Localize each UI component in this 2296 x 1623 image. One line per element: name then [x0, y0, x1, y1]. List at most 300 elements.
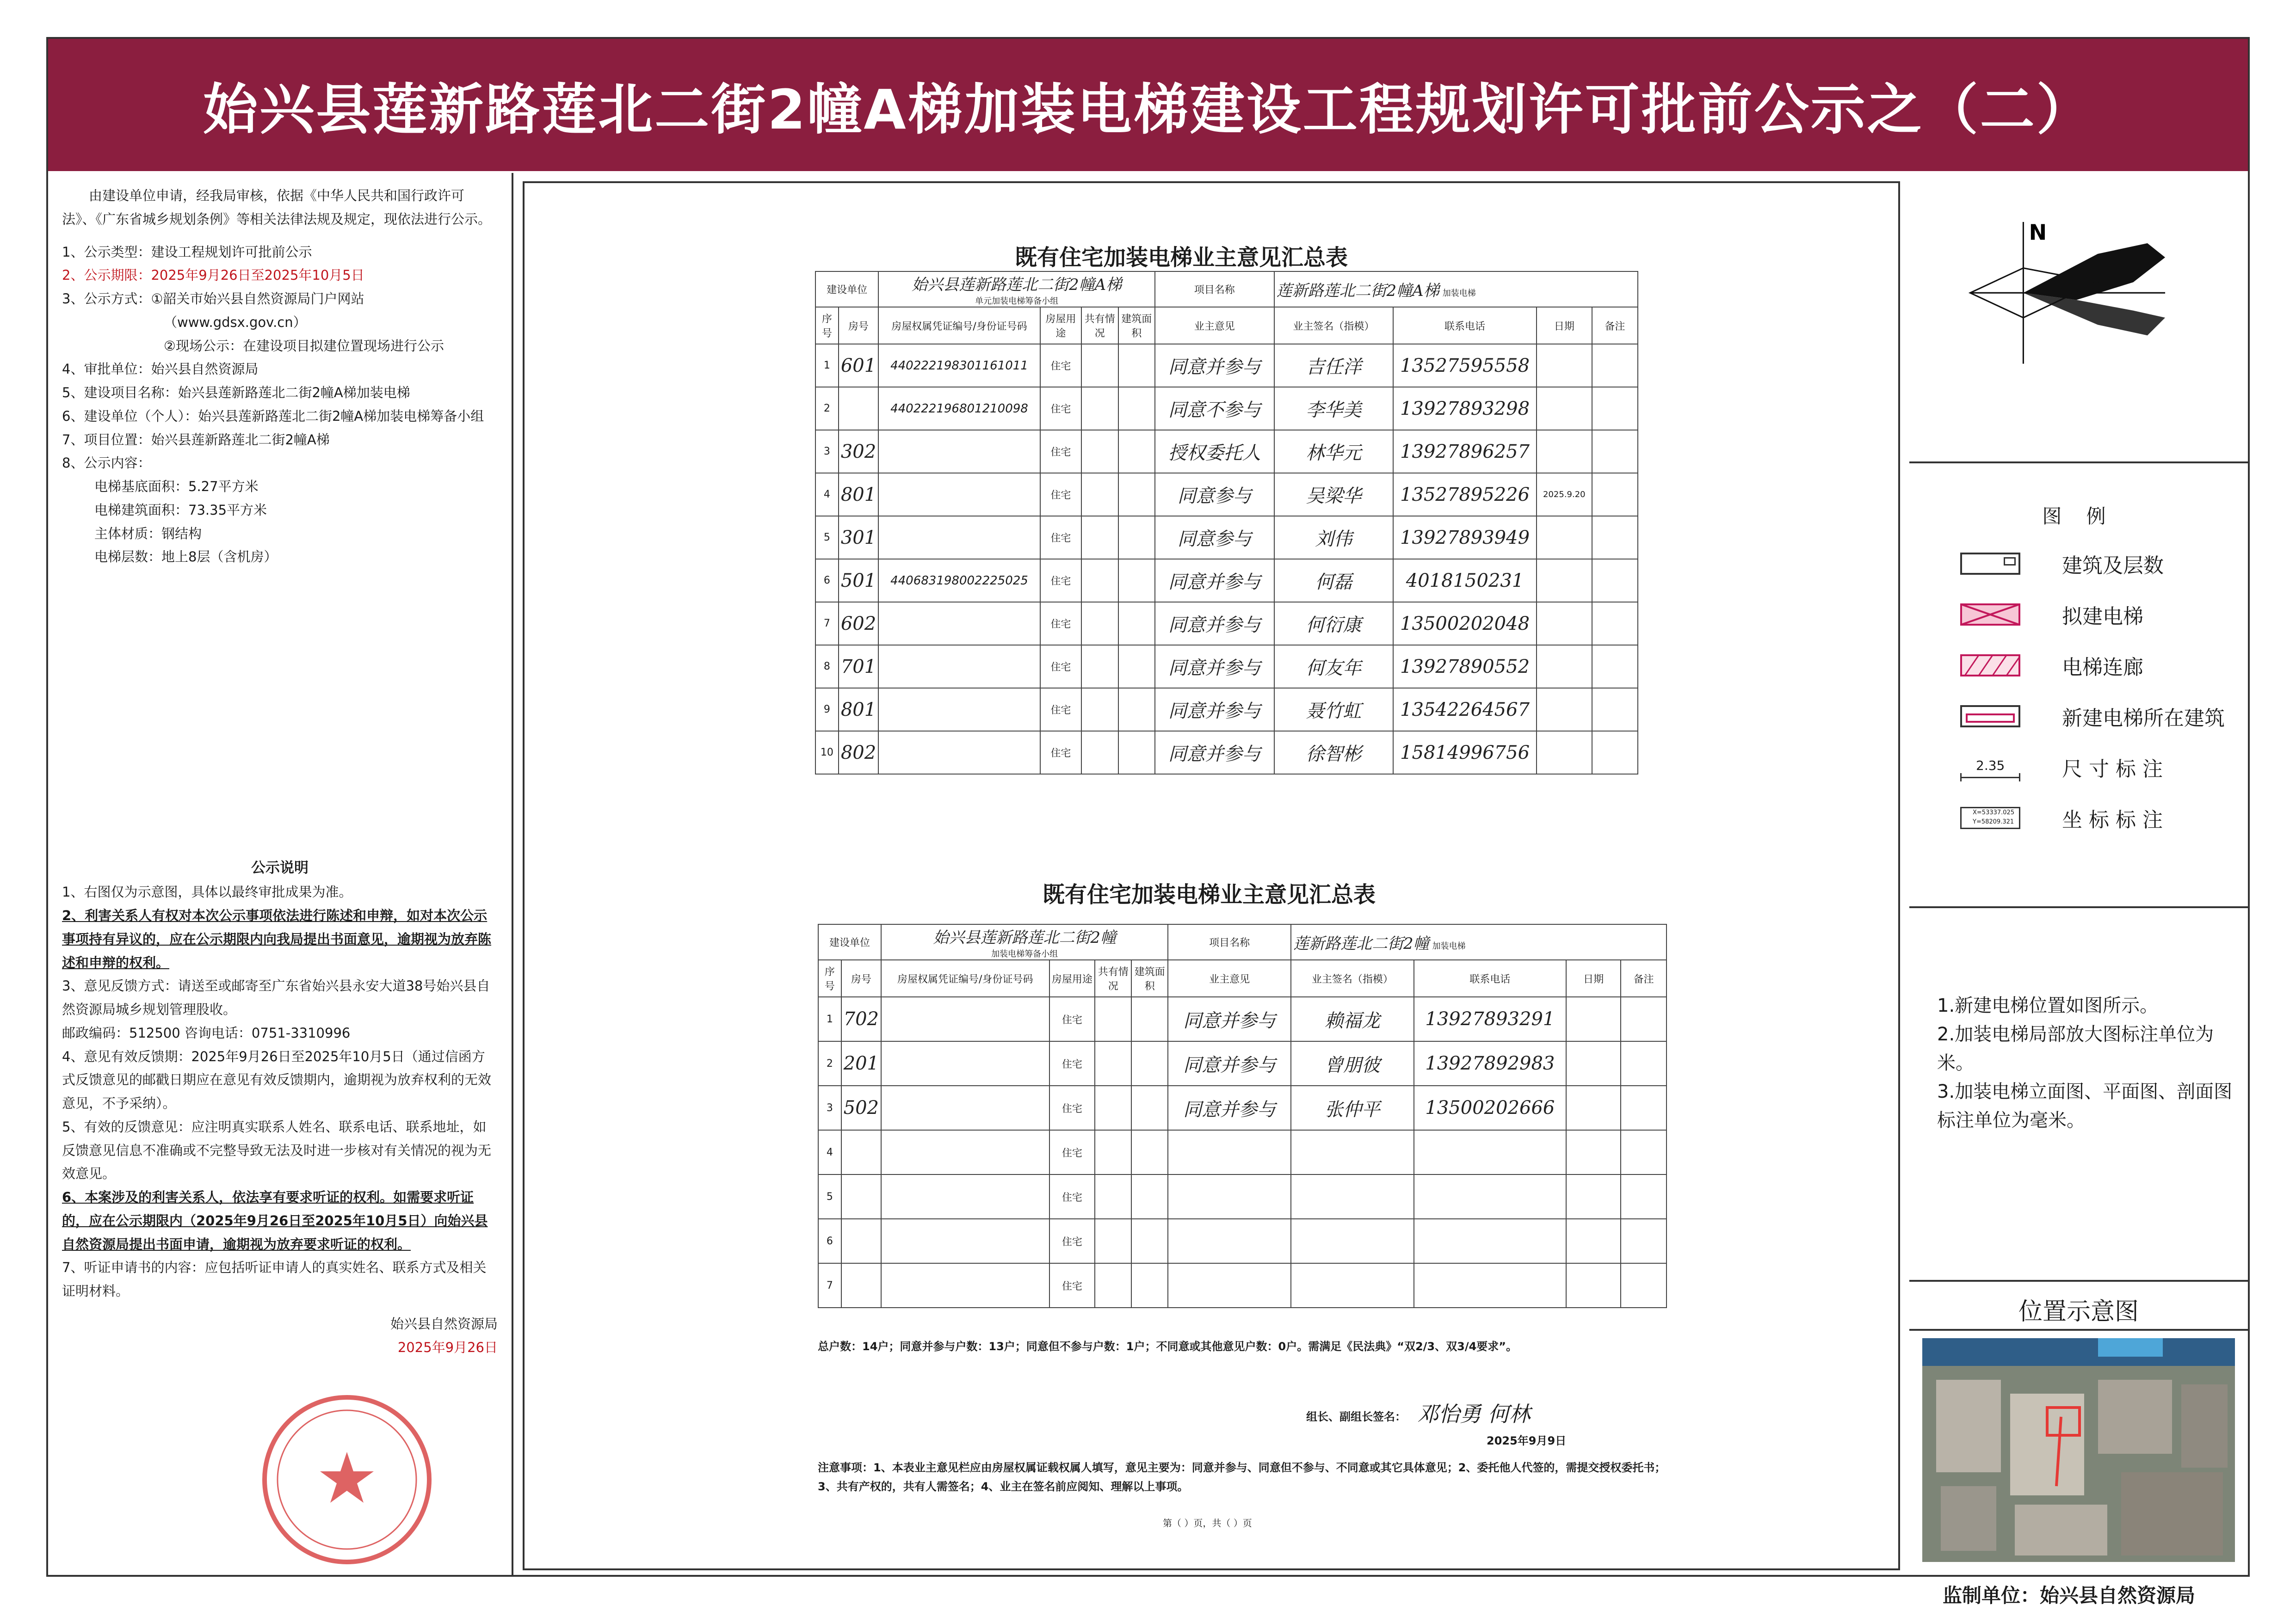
info-period: 2、公示期限：2025年9月26日至2025年10月5日 — [62, 267, 364, 283]
legend-coord-label: 坐 标 标 注 — [2062, 808, 2163, 832]
form1-row-no: 4 — [815, 473, 839, 516]
form2-builder-cell — [881, 924, 1168, 960]
form2-row-share — [1095, 1086, 1131, 1130]
form1-row-remark — [1592, 430, 1638, 473]
note-6: 6、本案涉及的利害关系人，依法享有要求听证的权利。如需要求听证的，应在公示期限内（2025年9月26日至2025年10月5日）向始兴县自然资源局提出书面申请，逾期视为放弃要求听证的权利。 — [62, 1189, 488, 1252]
drawing-note-3: 3.加装电梯立面图、平面图、剖面图标注单位为毫米。 — [1937, 1081, 2233, 1131]
form1-row-remark — [1592, 559, 1638, 602]
info-type: 1、公示类型：建设工程规划许可批前公示 — [62, 244, 312, 260]
form1-h-date: 日期 — [1537, 307, 1592, 344]
form2-row — [818, 1219, 1666, 1263]
form1-builder-label: 建设单位 — [815, 271, 878, 307]
form1-row-no: 9 — [815, 688, 839, 731]
coord-y: Y=58209.321 — [1973, 818, 2014, 825]
form2-row-remark — [1621, 1086, 1666, 1130]
form2-row-remark — [1621, 1174, 1666, 1219]
form2-row-sign: 赖福龙 — [1291, 997, 1414, 1041]
form2-page: 第（ ）页，共（ ）页 — [1163, 1518, 1252, 1529]
form2-row-sign — [1291, 1263, 1414, 1308]
form1-row-sign: 何磊 — [1274, 559, 1394, 602]
form1-row-room: 801 — [839, 473, 878, 516]
form1-row-no: 10 — [815, 731, 839, 774]
note-1: 1、右图仅为示意图，具体以最终审批成果为准。 — [62, 884, 352, 900]
form2-row-phone — [1414, 1219, 1566, 1263]
info-floor-area: 电梯建筑面积：73.35平方米 — [94, 502, 267, 518]
legend-dimension — [1960, 751, 2163, 783]
form2-h-cert: 房屋权属凭证编号/身份证号码 — [881, 960, 1049, 997]
form1-row-area — [1118, 731, 1155, 774]
form1-row-phone: 13500202048 — [1393, 602, 1537, 645]
form1-row-sign: 林华元 — [1274, 430, 1394, 473]
form1-row-use: 住宅 — [1040, 731, 1081, 774]
legend-corridor-label: 电梯连廊 — [2062, 656, 2143, 679]
form1-title: 既有住宅加装电梯业主意见汇总表 — [1015, 245, 1348, 270]
form1-row-phone: 4018150231 — [1393, 559, 1537, 602]
form1-row-sign: 刘伟 — [1274, 516, 1394, 559]
form1-row-use: 住宅 — [1040, 473, 1081, 516]
form1-row-cert — [878, 473, 1040, 516]
form1-row — [815, 731, 1638, 774]
form2-row-cert — [881, 1219, 1049, 1263]
form2-row-date — [1566, 1130, 1621, 1174]
form2-row-share — [1095, 1174, 1131, 1219]
dimension-value: 2.35 — [1976, 758, 2005, 773]
dimension-icon — [1960, 756, 2020, 778]
form1-row — [815, 430, 1638, 473]
form1-h-cert: 房屋权属凭证编号/身份证号码 — [878, 307, 1040, 344]
form1-row-use: 住宅 — [1040, 430, 1081, 473]
form1-h-phone: 联系电话 — [1393, 307, 1537, 344]
form2-row-no: 2 — [818, 1041, 841, 1086]
form2-h-remark: 备注 — [1621, 960, 1666, 997]
form2-note: 注意事项：1、本表业主意见栏应由房屋权属证载权属人填写，意见主要为：同意并参与、同意但不参与、不同意或其它具体意见；2、委托他人代签的，需提交授权委托书；3、共有产权的，共有人需签名；4、业主在签名前应阅知、理解以上事项。 — [818, 1461, 1666, 1493]
form1-row-no: 5 — [815, 516, 839, 559]
right-panel — [1909, 173, 2248, 1575]
form2-row-opinion — [1168, 1219, 1291, 1263]
form1-row-date — [1537, 387, 1592, 430]
form1-row-room — [839, 387, 878, 430]
location-title: 位置示意图 — [2018, 1298, 2139, 1326]
info-website: （www.gdsx.gov.cn） — [164, 314, 307, 330]
form1-row-area — [1118, 688, 1155, 731]
form1-h-sign: 业主签名（指模） — [1274, 307, 1394, 344]
note-3: 3、意见反馈方式：请送至或邮寄至广东省始兴县永安大道38号始兴县自然资源局城乡规划管理股收。 — [62, 978, 490, 1017]
legend-dimension-label: 尺 寸 标 注 — [2062, 757, 2163, 781]
form2-project-value: 莲新路莲北二街2幢 — [1293, 934, 1429, 953]
form1-row-phone: 13927893949 — [1393, 516, 1537, 559]
form1-row-no: 3 — [815, 430, 839, 473]
form1-row-use: 住宅 — [1040, 688, 1081, 731]
form2-row-use: 住宅 — [1049, 1263, 1095, 1308]
form2-row-date — [1566, 1086, 1621, 1130]
form2-row-opinion: 同意并参与 — [1168, 1086, 1291, 1130]
form1-row-sign: 吉任洋 — [1274, 344, 1394, 387]
legend-host-label: 新建电梯所在建筑 — [2062, 707, 2225, 730]
form1-row-area — [1118, 473, 1155, 516]
form1-project-cell — [1274, 271, 1638, 307]
drawing-notes — [1937, 991, 2238, 1135]
form2-row-area — [1131, 997, 1168, 1041]
form2-row-share — [1095, 1219, 1131, 1263]
note-2: 2、利害关系人有权对本次公示事项依法进行陈述和申辩，如对本次公示事项持有异议的，应在公示期限内向我局提出书面意见，逾期视为放弃陈述和申辩的权利。 — [62, 908, 492, 971]
form2-row-sign — [1291, 1219, 1414, 1263]
form2-row-sign: 曾朋彼 — [1291, 1041, 1414, 1086]
form2-row-opinion — [1168, 1174, 1291, 1219]
form1-row-remark — [1592, 602, 1638, 645]
form1-h-use: 房屋用途 — [1040, 307, 1081, 344]
form1-row-remark — [1592, 645, 1638, 688]
form2-sign-date: 2025年9月9日 — [1487, 1434, 1567, 1447]
note-postcode: 邮政编码：512500 咨询电话：0751-3310996 — [62, 1025, 351, 1041]
form1-row-opinion: 同意参与 — [1155, 516, 1274, 559]
form1-row-share — [1081, 516, 1118, 559]
form1-row-room: 602 — [839, 602, 878, 645]
form1-row — [815, 602, 1638, 645]
form2-project-label: 项目名称 — [1168, 924, 1291, 960]
form1-row-remark — [1592, 344, 1638, 387]
form2-row — [818, 1041, 1666, 1086]
form2-row-cert — [881, 1041, 1049, 1086]
form1-row-date — [1537, 602, 1592, 645]
form2-row-opinion — [1168, 1263, 1291, 1308]
form2-row-remark — [1621, 1263, 1666, 1308]
form1-row-date — [1537, 344, 1592, 387]
form1-h-area: 建筑面积 — [1118, 307, 1155, 344]
form1-row-use: 住宅 — [1040, 559, 1081, 602]
form2-row-cert — [881, 997, 1049, 1041]
form1-row-room: 801 — [839, 688, 878, 731]
form1-row-remark — [1592, 688, 1638, 731]
form1-row-date — [1537, 731, 1592, 774]
form1-project-label: 项目名称 — [1155, 271, 1274, 307]
form1-project-suffix: 加装电梯 — [1442, 289, 1476, 298]
form2-row-date — [1566, 1219, 1621, 1263]
form1-row-area — [1118, 344, 1155, 387]
form2-row-sign: 张仲平 — [1291, 1086, 1414, 1130]
form1-row-share — [1081, 473, 1118, 516]
form2-row-room — [841, 1219, 881, 1263]
form1-row — [815, 645, 1638, 688]
form1-row — [815, 344, 1638, 387]
north-label: N — [2029, 220, 2047, 245]
form1-row-cert — [878, 688, 1040, 731]
form1-row-date — [1537, 559, 1592, 602]
form1-row-share — [1081, 731, 1118, 774]
form2-row-no: 5 — [818, 1174, 841, 1219]
form1-row-share — [1081, 645, 1118, 688]
form1-builder-cell — [878, 271, 1155, 307]
north-arrow-icon — [1909, 201, 2248, 413]
form2-row-use: 住宅 — [1049, 997, 1095, 1041]
form1-row-sign: 何友年 — [1274, 645, 1394, 688]
form1-h-opinion: 业主意见 — [1155, 307, 1274, 344]
form1-row-opinion: 授权委托人 — [1155, 430, 1274, 473]
form1-row-share — [1081, 430, 1118, 473]
form2-row-cert — [881, 1174, 1049, 1219]
form1-row-cert — [878, 602, 1040, 645]
info-method: 3、公示方式：①韶关市始兴县自然资源局门户网站 — [62, 291, 364, 307]
form2-row-share — [1095, 1041, 1131, 1086]
form2-row-no: 6 — [818, 1219, 841, 1263]
form2-h-area: 建筑面积 — [1131, 960, 1168, 997]
form1-row-no: 6 — [815, 559, 839, 602]
form2-h-opinion: 业主意见 — [1168, 960, 1291, 997]
form1-row-phone: 13927893298 — [1393, 387, 1537, 430]
info-floors: 电梯层数：地上8层（含机房） — [94, 549, 278, 565]
form1-row — [815, 387, 1638, 430]
form1-row-sign: 李华美 — [1274, 387, 1394, 430]
form1-h-remark: 备注 — [1592, 307, 1638, 344]
form2-leader-label: 组长、副组长签名： — [1306, 1410, 1406, 1423]
form2-h-no: 序号 — [818, 960, 841, 997]
form2-row-area — [1131, 1174, 1168, 1219]
form1-row-room: 701 — [839, 645, 878, 688]
info-approver: 4、审批单位：始兴县自然资源局 — [62, 361, 259, 377]
form1-row-date — [1537, 516, 1592, 559]
form2-row-share — [1095, 1263, 1131, 1308]
form2-row — [818, 1174, 1666, 1219]
form1-row-share — [1081, 344, 1118, 387]
form2-row — [818, 1086, 1666, 1130]
form1-row-phone: 13542264567 — [1393, 688, 1537, 731]
form1-row-opinion: 同意不参与 — [1155, 387, 1274, 430]
building-icon — [1960, 553, 2020, 575]
form1-row-remark — [1592, 473, 1638, 516]
form2-project-suffix: 加装电梯 — [1432, 941, 1466, 951]
info-content: 8、公示内容： — [62, 455, 151, 471]
form1-row-room: 501 — [839, 559, 878, 602]
form1-row-sign: 聂竹虹 — [1274, 688, 1394, 731]
form2-row-cert — [881, 1086, 1049, 1130]
form2-row-date — [1566, 997, 1621, 1041]
coord-icon — [1960, 807, 2020, 829]
form2-h-sign: 业主签名（指模） — [1291, 960, 1414, 997]
form2-row-use: 住宅 — [1049, 1219, 1095, 1263]
form2-row-phone: 13927893291 — [1414, 997, 1566, 1041]
form1-row-share — [1081, 559, 1118, 602]
form1-row-no: 2 — [815, 387, 839, 430]
sign-date: 2025年9月26日 — [397, 1339, 498, 1355]
form1-row-use: 住宅 — [1040, 516, 1081, 559]
form1-row-share — [1081, 688, 1118, 731]
form2-row-phone: 13500202666 — [1414, 1086, 1566, 1130]
form2-row-no: 1 — [818, 997, 841, 1041]
form1-table — [815, 271, 1638, 775]
form1-row-room: 301 — [839, 516, 878, 559]
legend-host — [1960, 700, 2225, 732]
left-panel — [48, 173, 513, 1575]
info-material: 主体材质：钢结构 — [94, 525, 202, 541]
form2-row-opinion: 同意并参与 — [1168, 1041, 1291, 1086]
form1-row-phone: 13927890552 — [1393, 645, 1537, 688]
form1-row-opinion: 同意参与 — [1155, 473, 1274, 516]
form2-title: 既有住宅加装电梯业主意见汇总表 — [1043, 882, 1376, 908]
form2-builder-label: 建设单位 — [818, 924, 881, 960]
legend-title: 图 例 — [2042, 505, 2115, 528]
form1-row-phone: 13527595558 — [1393, 344, 1537, 387]
center-panel — [523, 181, 1900, 1570]
notice-title: 公示说明 — [251, 860, 309, 876]
info-base-area: 电梯基底面积：5.27平方米 — [94, 479, 259, 494]
form1-row — [815, 559, 1638, 602]
legend-building — [1960, 547, 2164, 580]
sign-org: 始兴县自然资源局 — [390, 1316, 498, 1332]
form1-row-opinion: 同意并参与 — [1155, 645, 1274, 688]
form1-header-row — [815, 307, 1638, 344]
coord-x: X=53337.025 — [1973, 809, 2015, 816]
supervise-unit: 监制单位：始兴县自然资源局 — [1943, 1584, 2196, 1607]
intro-text: 由建设单位申请，经我局审核，依据《中华人民共和国行政许可法》、《广东省城乡规划条例》等相关法律法规及规定，现依法进行公示。 — [62, 188, 492, 227]
form2-row-date — [1566, 1263, 1621, 1308]
form1-row — [815, 688, 1638, 731]
form2-row-cert — [881, 1263, 1049, 1308]
form1-row-cert: 440222198301161011 — [878, 344, 1040, 387]
form2-row — [818, 997, 1666, 1041]
form1-row-area — [1118, 602, 1155, 645]
form1-row-phone: 15814996756 — [1393, 731, 1537, 774]
form1-row-date — [1537, 430, 1592, 473]
form2-row-phone: 13927892983 — [1414, 1041, 1566, 1086]
legend-corridor — [1960, 649, 2143, 682]
form1-row-area — [1118, 645, 1155, 688]
form2-leader-sign: 邓怡勇 何林 — [1417, 1402, 1531, 1426]
form1-row-sign: 何衍康 — [1274, 602, 1394, 645]
form1-row-use: 住宅 — [1040, 645, 1081, 688]
form2-row-room: 201 — [841, 1041, 881, 1086]
form2-row-phone — [1414, 1263, 1566, 1308]
form2-row-use: 住宅 — [1049, 1041, 1095, 1086]
form1-row-remark — [1592, 516, 1638, 559]
aerial-photo — [1922, 1338, 2235, 1562]
form1-row-no: 8 — [815, 645, 839, 688]
form1-row-area — [1118, 387, 1155, 430]
form2-header-row — [818, 960, 1666, 997]
form1-row-cert — [878, 731, 1040, 774]
form2-row-room: 502 — [841, 1086, 881, 1130]
info-project-name: 5、建设项目名称：始兴县莲新路莲北二街2幢A梯加装电梯 — [62, 385, 410, 400]
elevator-icon — [1960, 603, 2020, 626]
form1-row-remark — [1592, 731, 1638, 774]
form1-row-share — [1081, 602, 1118, 645]
form1-row-phone: 13527895226 — [1393, 473, 1537, 516]
legend-elevator-label: 拟建电梯 — [2062, 605, 2143, 628]
form1-row-opinion: 同意并参与 — [1155, 688, 1274, 731]
form2-h-room: 房号 — [841, 960, 881, 997]
form1-row-area — [1118, 559, 1155, 602]
form2-row-area — [1131, 1041, 1168, 1086]
form2-row-share — [1095, 997, 1131, 1041]
form2-row-area — [1131, 1219, 1168, 1263]
drawing-note-1: 1.新建电梯位置如图所示。 — [1937, 995, 2159, 1016]
form1-row-share — [1081, 387, 1118, 430]
form2-h-use: 房屋用途 — [1049, 960, 1095, 997]
divider — [1909, 1280, 2248, 1282]
note-5: 5、有效的反馈意见：应注明真实联系人姓名、联系电话、联系地址，如反馈意见信息不准确或不完整导致无法及时进一步核对有关情况的视为无效意见。 — [62, 1119, 492, 1182]
form2-builder-sub: 加装电梯筹备小组 — [991, 949, 1058, 959]
form2-row-area — [1131, 1086, 1168, 1130]
form2-summary: 总户数：14户；同意并参与户数：13户；同意但不参与户数：1户；不同意或其他意见户数：0户。需满足《民法典》“双2/3、双3/4要求”。 — [818, 1340, 1518, 1353]
form1-row-date — [1537, 645, 1592, 688]
form2-row-use: 住宅 — [1049, 1174, 1095, 1219]
form2-row-sign — [1291, 1130, 1414, 1174]
form1-row-cert — [878, 430, 1040, 473]
form1-row-cert: 440683198002225025 — [878, 559, 1040, 602]
form2-row-date — [1566, 1174, 1621, 1219]
form2-row-use: 住宅 — [1049, 1130, 1095, 1174]
form1-h-share: 共有情况 — [1081, 307, 1118, 344]
form1-row-area — [1118, 430, 1155, 473]
legend-coord — [1960, 802, 2163, 834]
form1-builder-value: 始兴县莲新路莲北二街2幢A梯 — [911, 276, 1122, 294]
form1-row — [815, 473, 1638, 516]
form2-row — [818, 1263, 1666, 1308]
form1-row-no: 1 — [815, 344, 839, 387]
form2-h-date: 日期 — [1566, 960, 1621, 997]
form2-row-room — [841, 1130, 881, 1174]
form2-row — [818, 1130, 1666, 1174]
host-building-icon — [1960, 705, 2020, 727]
drawing-note-2: 2.加装电梯局部放大图标注单位为米。 — [1937, 1024, 2214, 1074]
form2-row-cert — [881, 1130, 1049, 1174]
form2-row-sign — [1291, 1174, 1414, 1219]
form1-row-date — [1537, 688, 1592, 731]
form1-row-room: 302 — [839, 430, 878, 473]
form2-table — [818, 924, 1667, 1308]
form2-row-room — [841, 1174, 881, 1219]
form2-row-remark — [1621, 1219, 1666, 1263]
note-4: 4、意见有效反馈期：2025年9月26日至2025年10月5日（通过信函方式反馈意见的邮戳日期应在意见有效反馈期内，逾期视为放弃权利的无效意见，不予采纳）。 — [62, 1048, 492, 1111]
form1-row-sign: 吴梁华 — [1274, 473, 1394, 516]
legend-building-label: 建筑及层数 — [2062, 554, 2164, 578]
form2-row-phone — [1414, 1130, 1566, 1174]
form1-row-phone: 13927896257 — [1393, 430, 1537, 473]
divider — [1909, 906, 2248, 908]
form2-project-cell — [1291, 924, 1666, 960]
form2-row-area — [1131, 1263, 1168, 1308]
form1-h-no: 序号 — [815, 307, 839, 344]
form1-builder-sub: 单元加装电梯筹备小组 — [975, 296, 1059, 306]
form2-row-area — [1131, 1130, 1168, 1174]
form1-row-cert: 440222196801210098 — [878, 387, 1040, 430]
page-title: 始兴县莲新路莲北二街2幢A梯加装电梯建设工程规划许可批前公示之（二） — [203, 78, 2093, 141]
form1-row-no: 7 — [815, 602, 839, 645]
form2-row-no: 3 — [818, 1086, 841, 1130]
form1-row-opinion: 同意并参与 — [1155, 602, 1274, 645]
form1-row — [815, 516, 1638, 559]
form2-builder-value: 始兴县莲新路莲北二街2幢 — [933, 928, 1116, 947]
form1-row-remark — [1592, 387, 1638, 430]
form2-row-date — [1566, 1041, 1621, 1086]
form1-row-use: 住宅 — [1040, 387, 1081, 430]
form1-row-use: 住宅 — [1040, 602, 1081, 645]
location-map — [1922, 1338, 2235, 1562]
legend-elevator — [1960, 598, 2143, 631]
form2-row-opinion: 同意并参与 — [1168, 997, 1291, 1041]
form1-project-value: 莲新路莲北二街2幢A梯 — [1276, 282, 1439, 300]
divider — [1909, 1329, 2248, 1331]
form1-row-sign: 徐智彬 — [1274, 731, 1394, 774]
form1-row-area — [1118, 516, 1155, 559]
form2-row-remark — [1621, 1130, 1666, 1174]
info-location: 7、项目位置：始兴县莲新路莲北二街2幢A梯 — [62, 431, 330, 448]
form2-row-remark — [1621, 1041, 1666, 1086]
form2-row-opinion — [1168, 1130, 1291, 1174]
corridor-icon — [1960, 654, 2020, 676]
form1-row-room: 802 — [839, 731, 878, 774]
note-7: 7、听证申请书的内容：应包括听证申请人的真实姓名、联系方式及相关证明材料。 — [62, 1260, 487, 1299]
divider — [1909, 461, 2248, 463]
form1-row-opinion: 同意并参与 — [1155, 344, 1274, 387]
